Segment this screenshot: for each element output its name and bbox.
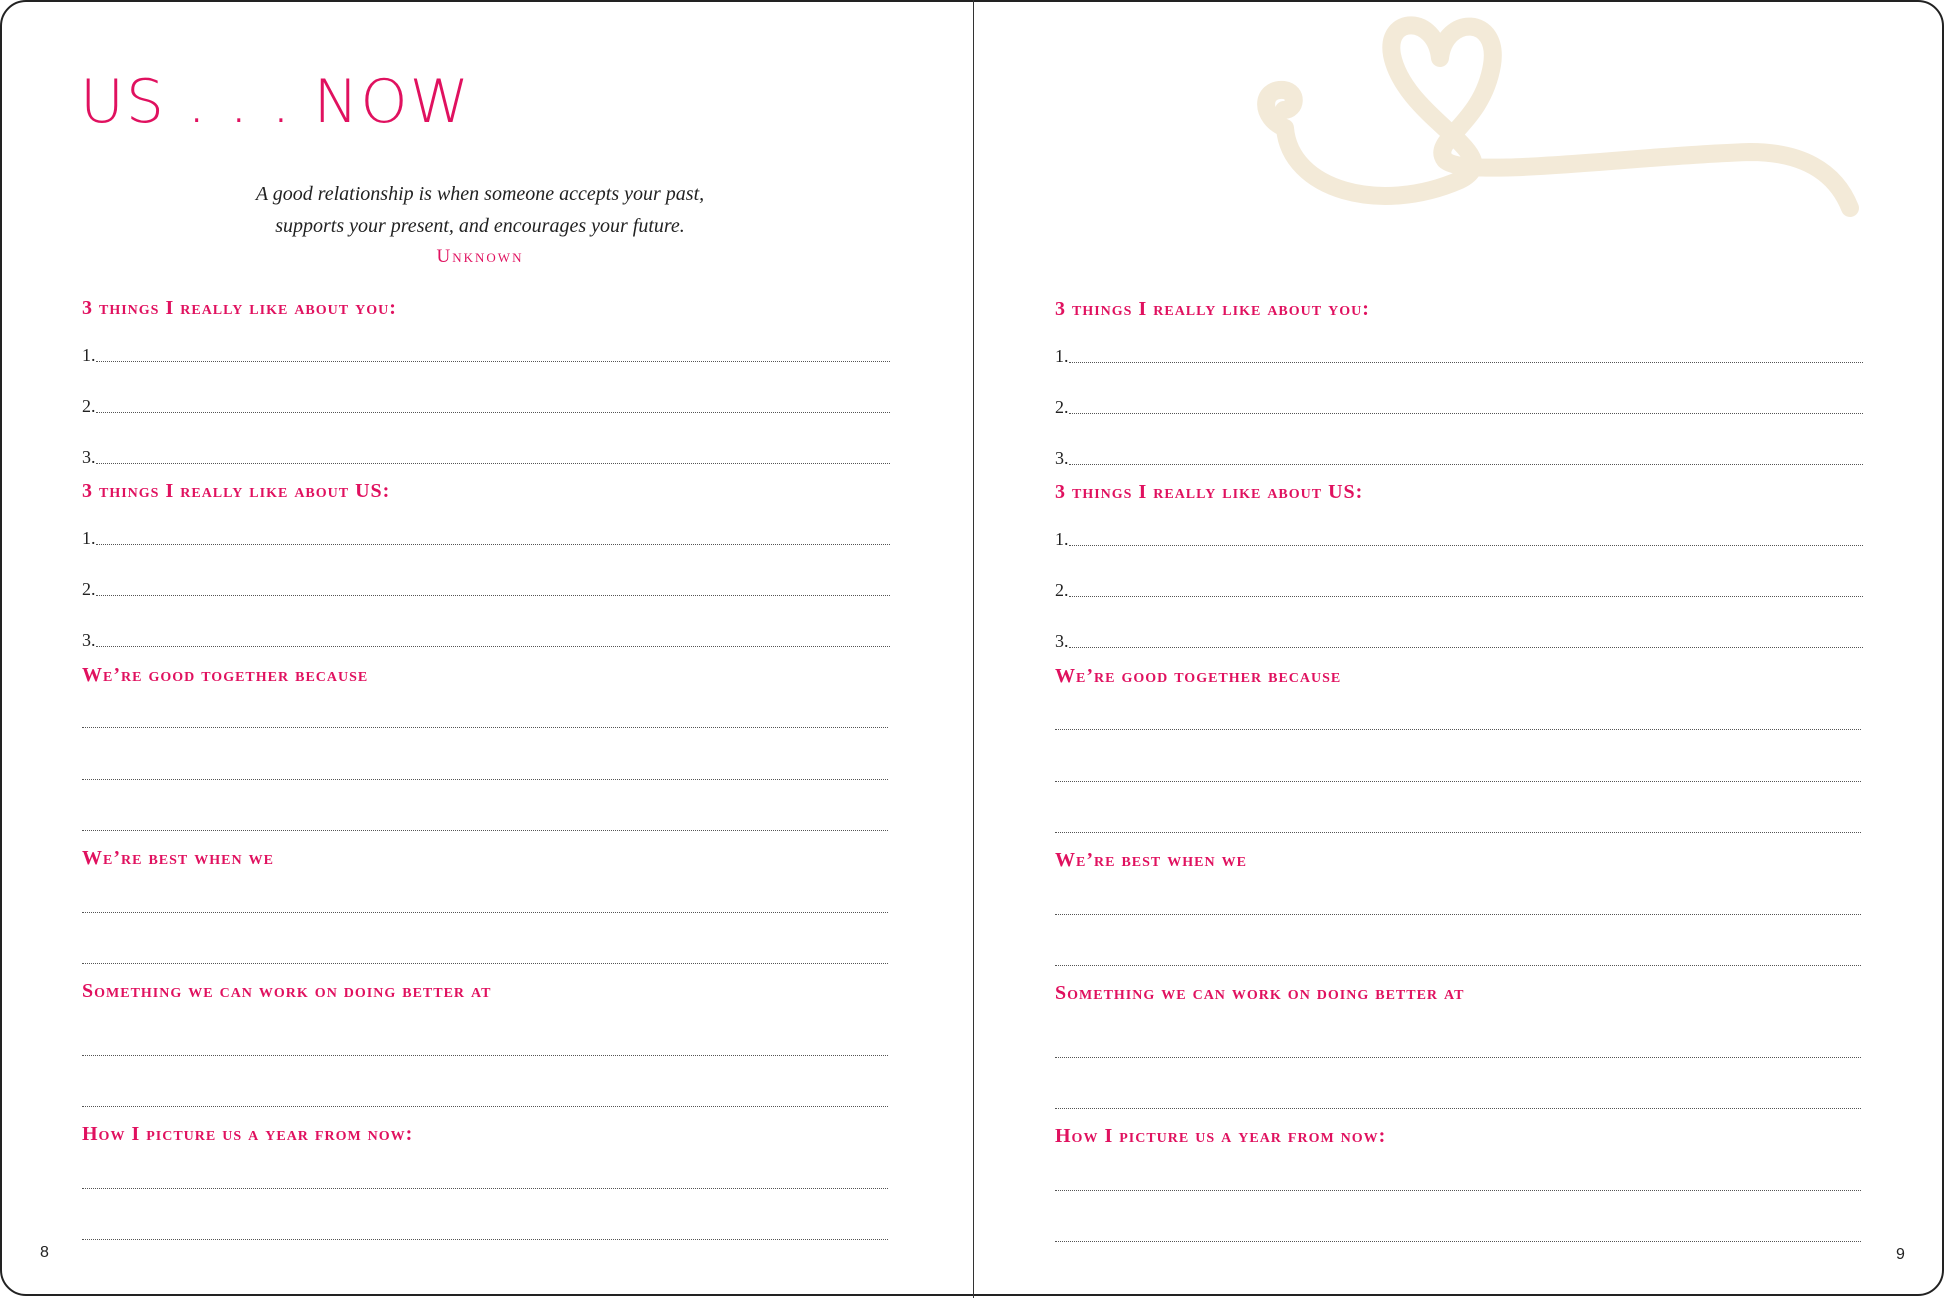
answer-line[interactable] [1055, 341, 1863, 365]
quote [230, 178, 730, 242]
section-heading-like-us: 3 things I really like about US: [82, 480, 391, 502]
answer-line[interactable] [82, 1188, 888, 1189]
section-heading-good-together: We’re good together because [1055, 665, 1342, 687]
dotted-line [1069, 463, 1864, 465]
answer-line[interactable] [82, 830, 888, 831]
answer-line[interactable] [82, 442, 890, 466]
answer-line[interactable] [1055, 1108, 1861, 1109]
answer-line[interactable] [1055, 1057, 1861, 1058]
section-heading-like-you: 3 things I really like about you: [82, 297, 397, 319]
answer-line[interactable] [82, 963, 888, 964]
line-number: 1. [1055, 346, 1069, 366]
line-number: 1. [82, 345, 96, 365]
line-number: 3. [82, 630, 96, 650]
section-heading-like-you: 3 things I really like about you: [1055, 298, 1370, 320]
line-number: 2. [82, 396, 96, 416]
dotted-line [1069, 361, 1864, 363]
dotted-line [1069, 595, 1864, 597]
line-number: 2. [1055, 397, 1069, 417]
line-number: 3. [1055, 631, 1069, 651]
answer-line[interactable] [82, 1055, 888, 1056]
answer-line[interactable] [1055, 729, 1861, 730]
answer-line[interactable] [1055, 832, 1861, 833]
answer-line[interactable] [82, 912, 888, 913]
quote-author: Unknown [436, 246, 524, 267]
section-heading-good-together: We’re good together because [82, 664, 369, 686]
answer-line[interactable] [82, 523, 890, 547]
answer-line[interactable] [1055, 965, 1861, 966]
answer-line[interactable] [1055, 575, 1863, 599]
answer-line[interactable] [82, 340, 890, 364]
answer-line[interactable] [1055, 1241, 1861, 1242]
dotted-line [1069, 412, 1864, 414]
answer-line[interactable] [82, 391, 890, 415]
answer-line[interactable] [82, 1239, 888, 1240]
dotted-line [96, 360, 891, 362]
heart-swirl-icon [1220, 10, 1920, 230]
dotted-line [96, 594, 891, 596]
section-heading-picture-us: How I picture us a year from now: [1055, 1125, 1387, 1147]
section-heading-like-us: 3 things I really like about US: [1055, 481, 1364, 503]
section-heading-picture-us: How I picture us a year from now: [82, 1123, 414, 1145]
dotted-line [96, 462, 891, 464]
answer-line[interactable] [1055, 392, 1863, 416]
page-title: US . . . NOW [80, 67, 471, 137]
section-heading-work-on: Something we can work on doing better at [1055, 982, 1465, 1004]
line-number: 2. [1055, 580, 1069, 600]
line-number: 1. [1055, 529, 1069, 549]
dotted-line [96, 411, 891, 413]
answer-line[interactable] [1055, 626, 1863, 650]
answer-line[interactable] [82, 625, 890, 649]
dotted-line [1069, 544, 1864, 546]
answer-line[interactable] [82, 1106, 888, 1107]
quote-line: A good relationship is when someone accepts your past, [255, 183, 705, 205]
page-number: 9 [1896, 1246, 1905, 1263]
answer-line[interactable] [82, 779, 888, 780]
dotted-line [96, 645, 891, 647]
section-heading-best-when: We’re best when we [1055, 849, 1247, 871]
page-number: 8 [40, 1244, 49, 1261]
line-number: 1. [82, 528, 96, 548]
answer-line[interactable] [1055, 443, 1863, 467]
answer-line[interactable] [1055, 1190, 1861, 1191]
line-number: 2. [82, 579, 96, 599]
section-heading-work-on: Something we can work on doing better at [82, 980, 492, 1002]
page-gutter [973, 0, 974, 1298]
quote-line: supports your present, and encourages your future. [275, 215, 685, 237]
dotted-line [1069, 646, 1864, 648]
answer-line[interactable] [82, 574, 890, 598]
line-number: 3. [1055, 448, 1069, 468]
answer-line[interactable] [1055, 524, 1863, 548]
answer-line[interactable] [1055, 914, 1861, 915]
dotted-line [96, 543, 891, 545]
answer-line[interactable] [1055, 781, 1861, 782]
answer-line[interactable] [82, 727, 888, 728]
section-heading-best-when: We’re best when we [82, 847, 274, 869]
line-number: 3. [82, 447, 96, 467]
